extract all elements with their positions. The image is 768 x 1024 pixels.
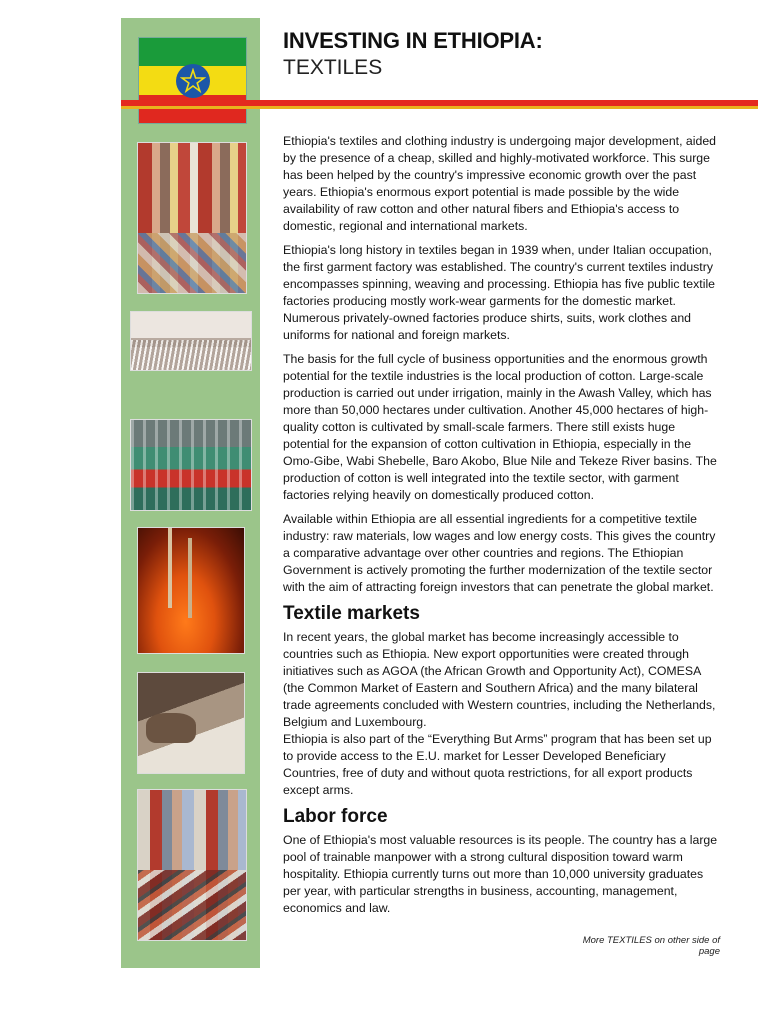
dyed-yarn-photo [137, 527, 245, 654]
heading-labor-force: Labor force [283, 806, 388, 827]
header-gold-stripe [121, 106, 758, 109]
flag-green-band [139, 38, 246, 66]
flag-emblem-icon [176, 64, 210, 98]
paragraph-cotton: The basis for the full cycle of business opportunities and the enormous growth potential for the textile industries is the local production of cotton. Large-scale production is carried out under irrigation, mainly in the Awash Valley, which has more than 50,000 hectares under cultivation. Another 45,000 hectares of high-quality cotton is cultivated by small-scale farmers. There still exists huge potential for the expansion of cotton cultivation in Ethiopia, especially in the Omo-Gibe, Wabi Shebelle, Baro Akobo, Blue Nile and Tekeze River basins. The production of cotton is well integrated into the textile sector, with garment factories relying heavily on domestically produced cotton. [283, 352, 717, 502]
ethiopian-flag [138, 37, 247, 124]
page-title-block [283, 28, 543, 80]
fabric-rolls-photo [137, 142, 247, 294]
paragraph-markets-1: In recent years, the global market has become increasingly accessible to countries such as Ethiopia. New export opportunities were created through initiatives such as AGOA (the African Growth and Opportunity Act), COMESA (the Common Market of Eastern and Southern Africa) and the many bilateral trade agreements concluded with Western countries, including the Netherlands, Belgium and Luxembourg. [283, 630, 716, 729]
garment-factory-photo [130, 419, 252, 511]
heading-textile-markets: Textile markets [283, 603, 420, 624]
spinning-mill-photo [130, 311, 252, 371]
paragraph-markets-2: Ethiopia is also part of the “Everything But Arms” program that has been set up to provide access to the E.U. market for Lesser Developed Beneficiary Countries, free of duty and without quota restrictions, for all export products except arms. [283, 732, 712, 797]
textile-bolts-photo [137, 789, 247, 941]
paragraph-labor: One of Ethiopia's most valuable resources is its people. The country has a large pool of trainable manpower with a strong cultural disposition toward warm hospitality. Ethiopia currently turns out more than 10,000 university graduates per year, with particular strengths in business, accounting, management, economics and law. [283, 833, 718, 915]
article-body [283, 133, 723, 924]
page-subtitle: TEXTILES [283, 56, 383, 79]
workers-photo [137, 672, 245, 774]
page-title: INVESTING IN ETHIOPIA: [283, 28, 543, 53]
paragraph-advantage: Available within Ethiopia are all essential ingredients for a competitive textile industry: raw materials, low wages and low energy costs. This gives the country a comparative advantage over other countries and regions. The Ethiopian Government is actively promoting the further modernization of the textile sector with the aim of attracting foreign investors that can penetrate the global market. [283, 512, 716, 594]
paragraph-intro: Ethiopia's textiles and clothing industry is undergoing major development, aided by the presence of a cheap, skilled and highly-motivated workforce. This surge has been helped by the country's impressive economic growth over the past years. Ethiopia's enormous export potential is made possible by the wide availability of raw cotton and other natural fibers and Ethiopia's access to domestic, regional and international markets. [283, 134, 716, 233]
paragraph-history: Ethiopia's long history in textiles began in 1939 when, under Italian occupation, the first garment factory was established. The country's current textiles industry encompasses spinning, weaving and processing. Ethiopia has five public textile factories producing mostly work-wear garments for the domestic market. Numerous privately-owned factories produce shirts, suits, work clothes and uniforms for national and foreign markets. [283, 243, 716, 342]
footer-note: More TEXTILES on other side of page [582, 935, 720, 957]
